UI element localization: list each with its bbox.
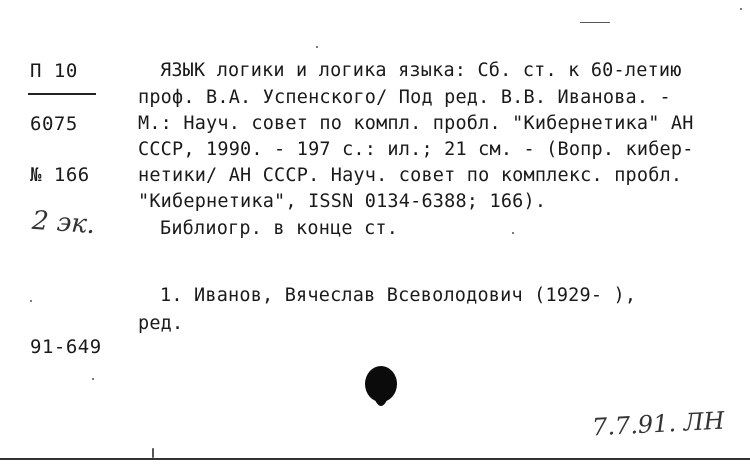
punch-hole-mark (362, 362, 400, 414)
tick-mark (152, 448, 154, 458)
entry-line-4: СССР, 1990. - 197 с.: ил.; 21 см. - (Вопр. кибер- (138, 139, 694, 160)
handwritten-date: 7.7.91. ЛН (591, 406, 726, 442)
call-number: П 10 (30, 60, 78, 82)
handwritten-copies-mark: 2 эк. (31, 205, 97, 241)
added-entry-role: ред. (138, 313, 184, 334)
speck (512, 232, 514, 234)
entry-line-3: М.: Науч. совет по компл. пробл. "Кибернетика" АН (138, 113, 694, 134)
speck (92, 378, 94, 380)
call-number-rule (28, 93, 96, 95)
added-entry-person: 1. Иванов, Вячеслав Всеволодович (1929- ), (160, 285, 637, 306)
bibliography-note: Библиогр. в конце ст. (160, 218, 399, 239)
card-number: 91-649 (30, 336, 102, 358)
speck (316, 46, 318, 48)
entry-line-5: нетики/ АН СССР. Науч. совет по комплекс. пробл. (138, 165, 683, 186)
order-number: № 166 (30, 164, 90, 186)
speck (30, 300, 32, 302)
entry-line-1: ЯЗЫК логики и логика языка: Сб. ст. к 60-летию (160, 60, 682, 81)
smudge-mark (580, 22, 610, 23)
entry-line-2: проф. В.А. Успенского/ Под ред. В.В. Иванова. - (138, 87, 671, 108)
entry-line-6: "Кибернетика", ISSN 0134-6388; 166). (138, 191, 547, 212)
inventory-number: 6075 (30, 113, 78, 135)
speck (740, 8, 742, 10)
card-bottom-edge (0, 458, 750, 460)
